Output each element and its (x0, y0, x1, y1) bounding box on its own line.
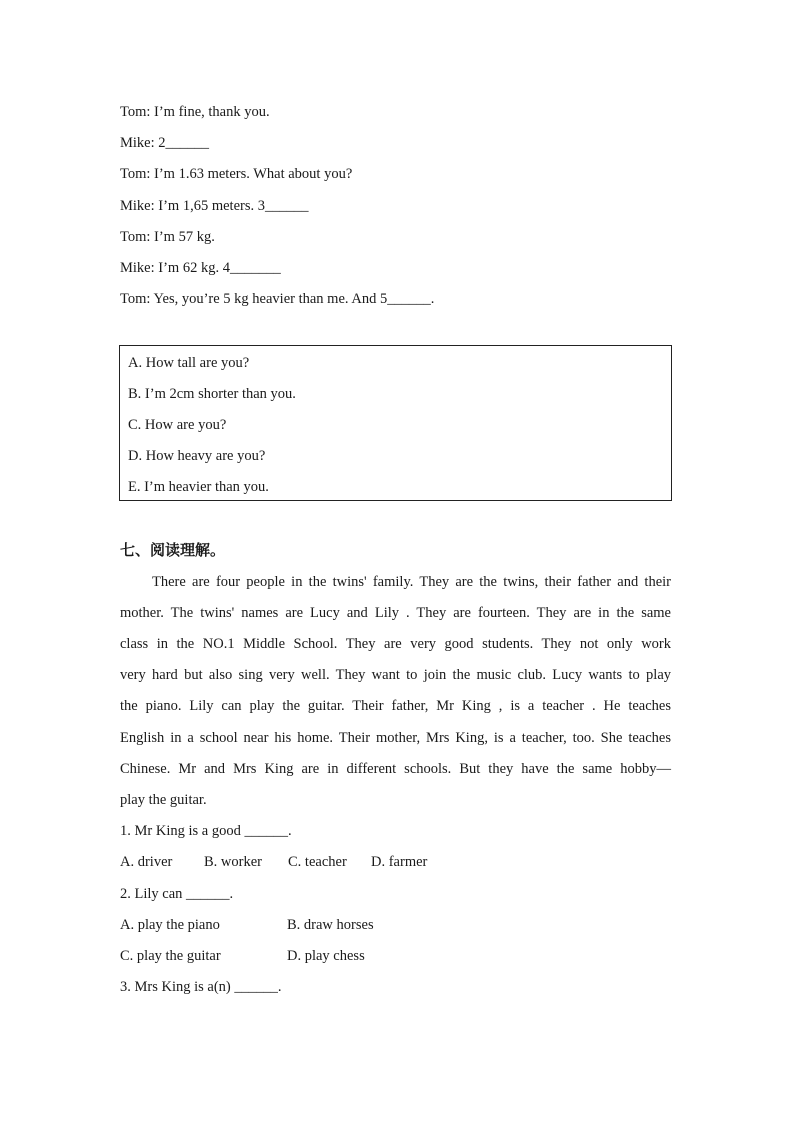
dialogue-line: Mike: 2______ (120, 135, 210, 151)
choice-b: B. draw horses (287, 917, 374, 933)
dialogue-line: Mike: I’m 1,65 meters. 3______ (120, 198, 309, 214)
dialogue-line: Mike: I’m 62 kg. 4_______ (120, 260, 281, 276)
option-d: D. How heavy are you? (128, 448, 266, 464)
passage-line: class in the NO.1 Middle School. They are very good students. They not only work (120, 636, 671, 652)
choice-c: C. play the guitar (120, 948, 221, 964)
passage-line: English in a school near his home. Their mother, Mrs King, is a teacher, too. She teaches (120, 730, 671, 746)
passage-line: There are four people in the twins' family. They are the twins, their father and their (152, 574, 671, 590)
dialogue-line: Tom: I’m fine, thank you. (120, 104, 270, 120)
passage-line: very hard but also sing very well. They want to join the music club. Lucy wants to play (120, 667, 671, 683)
dialogue-line: Tom: Yes, you’re 5 kg heavier than me. And 5______. (120, 291, 435, 307)
choice-b: B. worker (204, 854, 262, 870)
dialogue-line: Tom: I’m 57 kg. (120, 229, 215, 245)
passage-line: mother. The twins' names are Lucy and Lily . They are fourteen. They are in the same (120, 605, 671, 621)
passage-line: play the guitar. (120, 792, 207, 808)
option-b: B. I’m 2cm shorter than you. (128, 386, 296, 402)
option-e: E. I’m heavier than you. (128, 479, 269, 495)
question-1-stem: 1. Mr King is a good ______. (120, 823, 292, 839)
choice-d: D. farmer (371, 854, 428, 870)
answer-options-box (119, 345, 672, 501)
passage-line: the piano. Lily can play the guitar. Their father, Mr King , is a teacher . He teaches (120, 698, 671, 714)
question-3-stem: 3. Mrs King is a(n) ______. (120, 979, 282, 995)
choice-c: C. teacher (288, 854, 347, 870)
section-heading: 七、阅读理解。 (120, 541, 226, 559)
passage-line: Chinese. Mr and Mrs King are in different schools. But they have the same hobby— (120, 761, 671, 777)
option-c: C. How are you? (128, 417, 227, 433)
option-a: A. How tall are you? (128, 355, 250, 371)
dialogue-line: Tom: I’m 1.63 meters. What about you? (120, 166, 353, 182)
question-2-stem: 2. Lily can ______. (120, 886, 234, 902)
choice-a: A. play the piano (120, 917, 220, 933)
choice-a: A. driver (120, 854, 173, 870)
choice-d: D. play chess (287, 948, 365, 964)
